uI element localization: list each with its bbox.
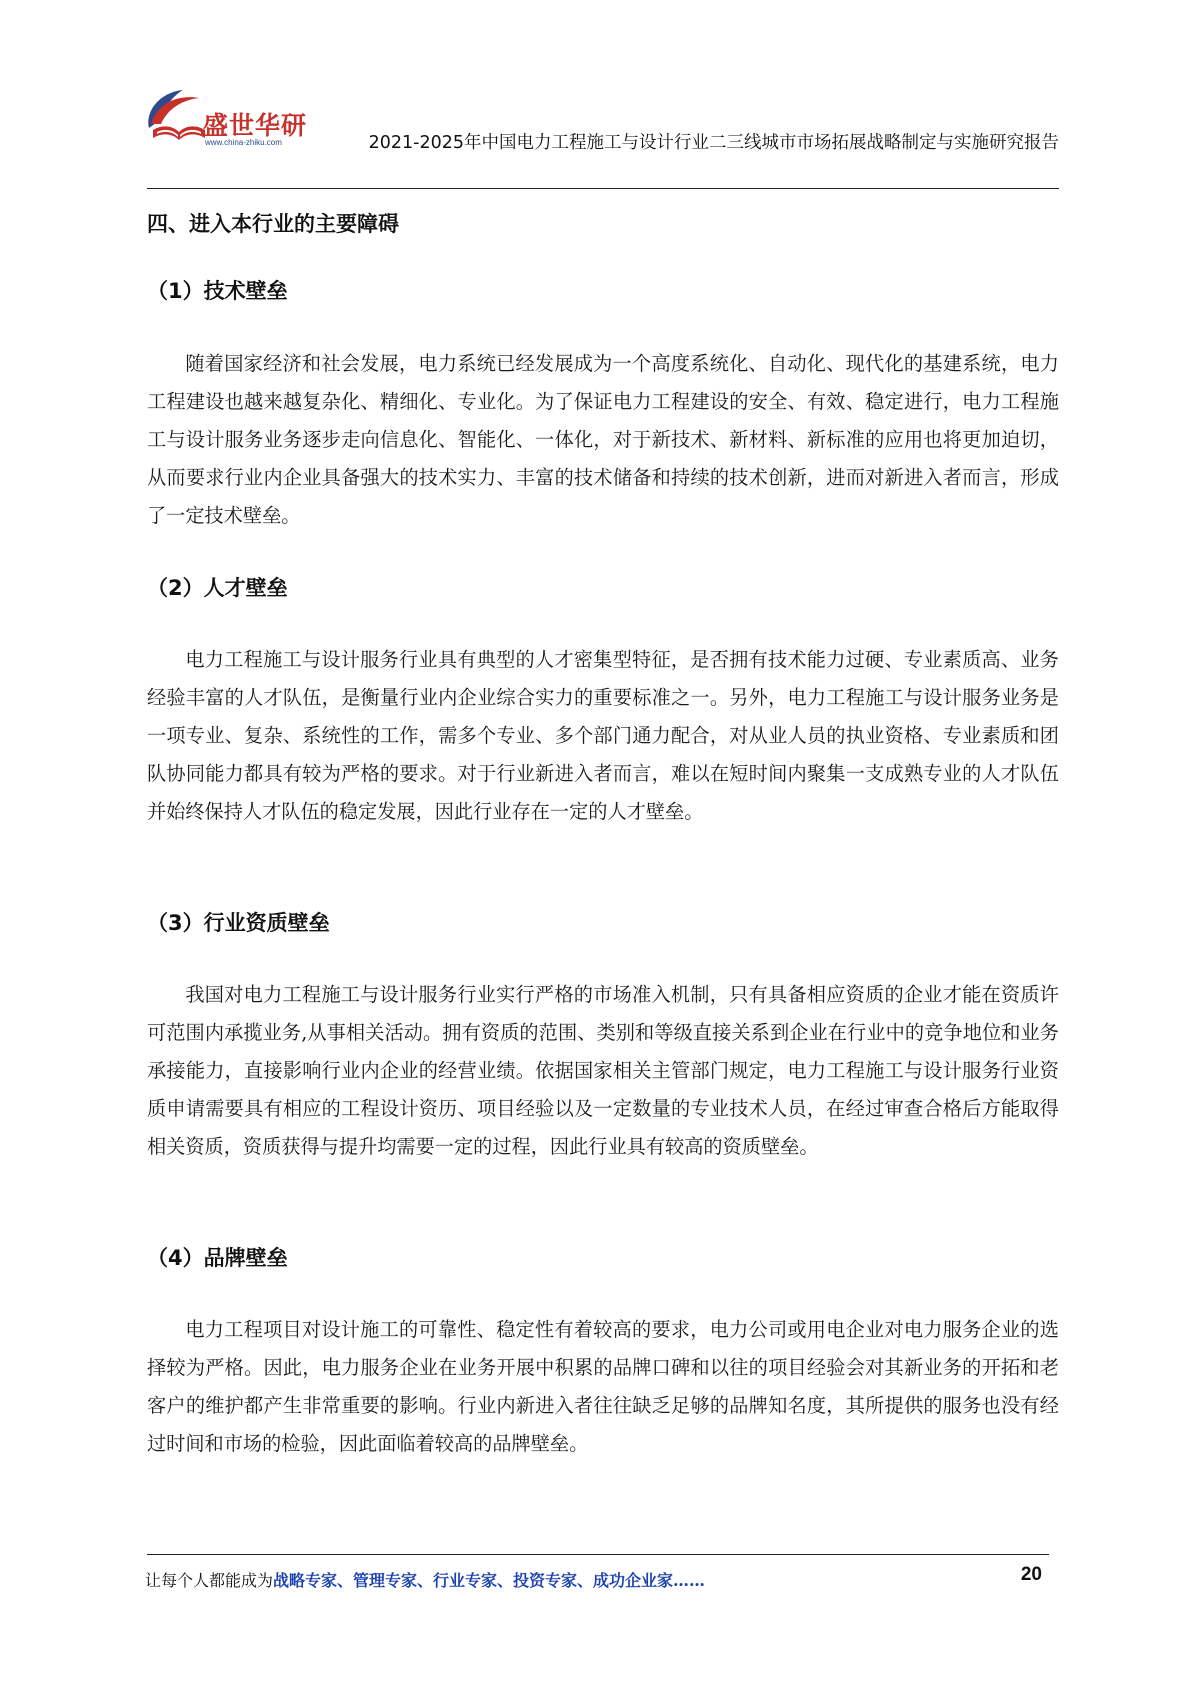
footer-slogan [145,1568,705,1591]
paragraph-technology: 随着国家经济和社会发展，电力系统已经发展成为一个高度系统化、自动化、现代化的基建系统，电力工程建设也越来越复杂化、精细化、专业化。为了保证电力工程建设的安全、有效、稳定进行，电力工程施工与设计服务业务逐步走向信息化、智能化、一体化，对于新技术、新材料、新标准的应用也将更加迫切，从而要求行业内企业具备强大的技术实力、丰富的技术储备和持续的技术创新，进而对新进入者而言，形成了一定技术壁垒。 [147,352,1059,527]
subsection-title-talent: （2）人才壁垒 [147,576,288,600]
logo-url: www.china-zhiku.com [205,138,282,147]
report-title: 2021-2025年中国电力工程施工与设计行业二三线城市市场拓展战略制定与实施研究报告 [368,133,1059,153]
paragraph-qualification: 我国对电力工程施工与设计服务行业实行严格的市场准入机制，只有具备相应资质的企业才能在资质许可范围内承揽业务,从事相关活动。拥有资质的范围、类别和等级直接关系到企业在行业中的竞争地位和业务承接能力，直接影响行业内企业的经营业绩。依据国家相关主管部门规定，电力工程施工与设计服务行业资质申请需要具有相应的工程设计资历、项目经验以及一定数量的专业技术人员，在经过审查合格后方能取得相关资质，资质获得与提升均需要一定的过程，因此行业具有较高的资质壁垒。 [147,983,1059,1158]
header-divider [147,188,1059,189]
footer-slogan-prefix: 让每个人都能成为 [145,1571,274,1590]
paragraph-brand: 电力工程项目对设计施工的可靠性、稳定性有着较高的要求，电力公司或用电企业对电力服务企业的选择较为严格。因此，电力服务企业在业务开展中积累的品牌口碑和以往的项目经验会对其新业务的开拓和老客户的维护都产生非常重要的影响。行业内新进入者往往缺乏足够的品牌知名度，其所提供的服务也没有经过时间和市场的检验，因此面临着较高的品牌壁垒。 [147,1318,1059,1455]
footer-divider [147,1554,1049,1555]
footer-slogan-highlight: 战略专家、管理专家、行业专家、投资专家、成功企业家…… [273,1571,706,1590]
page-number: 20 [1020,1564,1042,1585]
subsection-title-technology: （1）技术壁垒 [147,279,288,303]
paragraph-talent: 电力工程施工与设计服务行业具有典型的人才密集型特征，是否拥有技术能力过硬、专业素质高、业务经验丰富的人才队伍，是衡量行业内企业综合实力的重要标准之一。另外，电力工程施工与设计服务业务是一项专业、复杂、系统性的工作，需多个专业、多个部门通力配合，对从业人员的执业资格、专业素质和团队协同能力都具有较为严格的要求。对于行业新进入者而言，难以在短时间内聚集一支成熟专业的人才队伍并始终保持人才队伍的稳定发展，因此行业存在一定的人才壁垒。 [147,648,1059,823]
logo-name: 盛世华研 [203,111,308,140]
section-title: 四、进入本行业的主要障碍 [147,212,399,236]
subsection-title-qualification: （3）行业资质壁垒 [147,911,330,935]
subsection-title-brand: （4）品牌壁垒 [147,1246,288,1270]
